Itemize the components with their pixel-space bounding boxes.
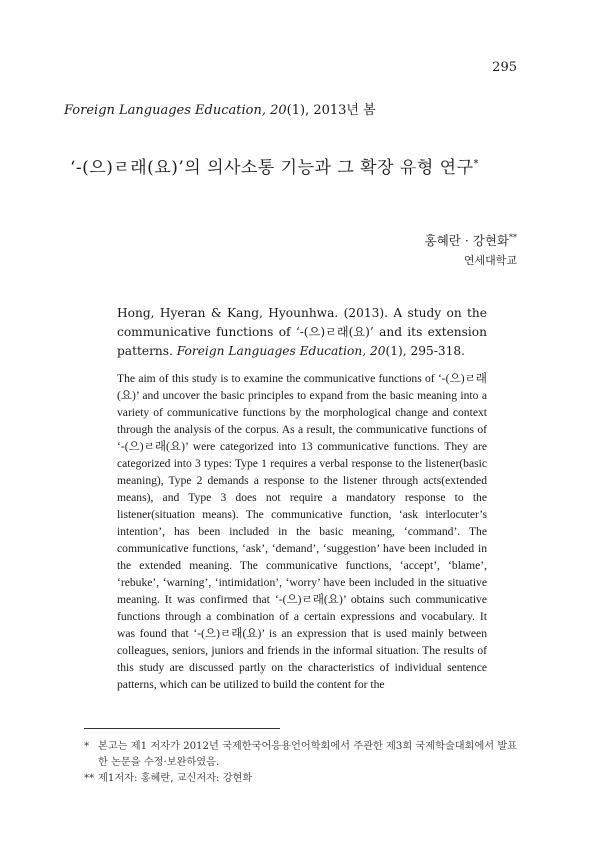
paper-title-text: ‘-(으)ㄹ래(요)’의 의사소통 기능과 그 확장 유형 연구	[70, 158, 474, 178]
page-number: 295	[492, 60, 517, 75]
footnote-mark: **	[84, 773, 95, 784]
citation-journal: Foreign Languages Education, 20	[176, 344, 386, 358]
journal-name: Foreign Languages Education, 20	[64, 103, 287, 118]
citation	[117, 304, 487, 361]
journal-header	[64, 99, 376, 118]
footnote-mark: *	[84, 741, 90, 752]
title-footnote-mark: *	[473, 158, 480, 170]
authors	[425, 231, 517, 249]
journal-issue: (1), 2013년 봄	[286, 103, 376, 118]
footnotes	[84, 739, 524, 787]
citation-text: Hong, Hyeran & Kang, Hyounhwa. (2013). A study on the communicative functions of ‘-(으)ㄹ래(요)’ and its extension patterns.	[117, 306, 487, 358]
footnote-2	[84, 771, 524, 787]
footnote-text: 본고는 제1 저자가 2012년 국제한국어응용언어학회에서 주관한 제3회 국제학술대회에서 발표한 논문을 수정·보완하였음.	[98, 741, 518, 768]
author-names: 홍혜란 · 강현화	[424, 233, 509, 248]
paper-title	[70, 153, 540, 178]
author-footnote-mark: **	[509, 232, 517, 242]
footnote-divider	[84, 728, 280, 729]
affiliation: 연세대학교	[463, 254, 517, 267]
abstract: The aim of this study is to examine the communicative functions of ‘-(으)ㄹ래(요)’ and uncover the basic principles to expand from the basic meaning into a variety of communicative functions by the morphological change and context through the analysis of the corpus. As a result, the communicative functions of ‘-(으)ㄹ래(요)’ were categorized into 13 communicative functions. They are categorized into 3 types: Type 1 requires a verbal response to the listener(basic meaning), Type 2 demands a response to the listener through acts(extended means), and Type 3 does not require a mandatory response to the listener(situation means). The communicative function, ‘ask interlocuter’s intention’, has been included in the basic meaning, ‘command’. The communicative functions, ‘ask’, ‘demand’, ‘suggestion’ have been included in the extended meaning. The communicative functions, ‘accept’, ‘blame’, ‘rebuke’, ‘warning’, ‘intimidation’, ‘worry’ have been included in the situative meaning. It was confirmed that ‘-(으)ㄹ래(요)’ obtains such communicative functions through a combination of a certain expressions and vocabulary. It was found that ‘-(으)ㄹ래(요)’ is an expression that is used mainly between colleagues, seniors, juniors and friends in the informal situation. The results of this study are discussed partly on the characteristics of individual sentence patterns, which can be utilized to build the content for the	[117, 372, 487, 691]
citation-pages: (1), 295-318.	[385, 344, 466, 358]
footnote-text: 제1저자: 홍혜란, 교신저자: 강현화	[98, 773, 253, 784]
footnote-1	[84, 739, 524, 771]
